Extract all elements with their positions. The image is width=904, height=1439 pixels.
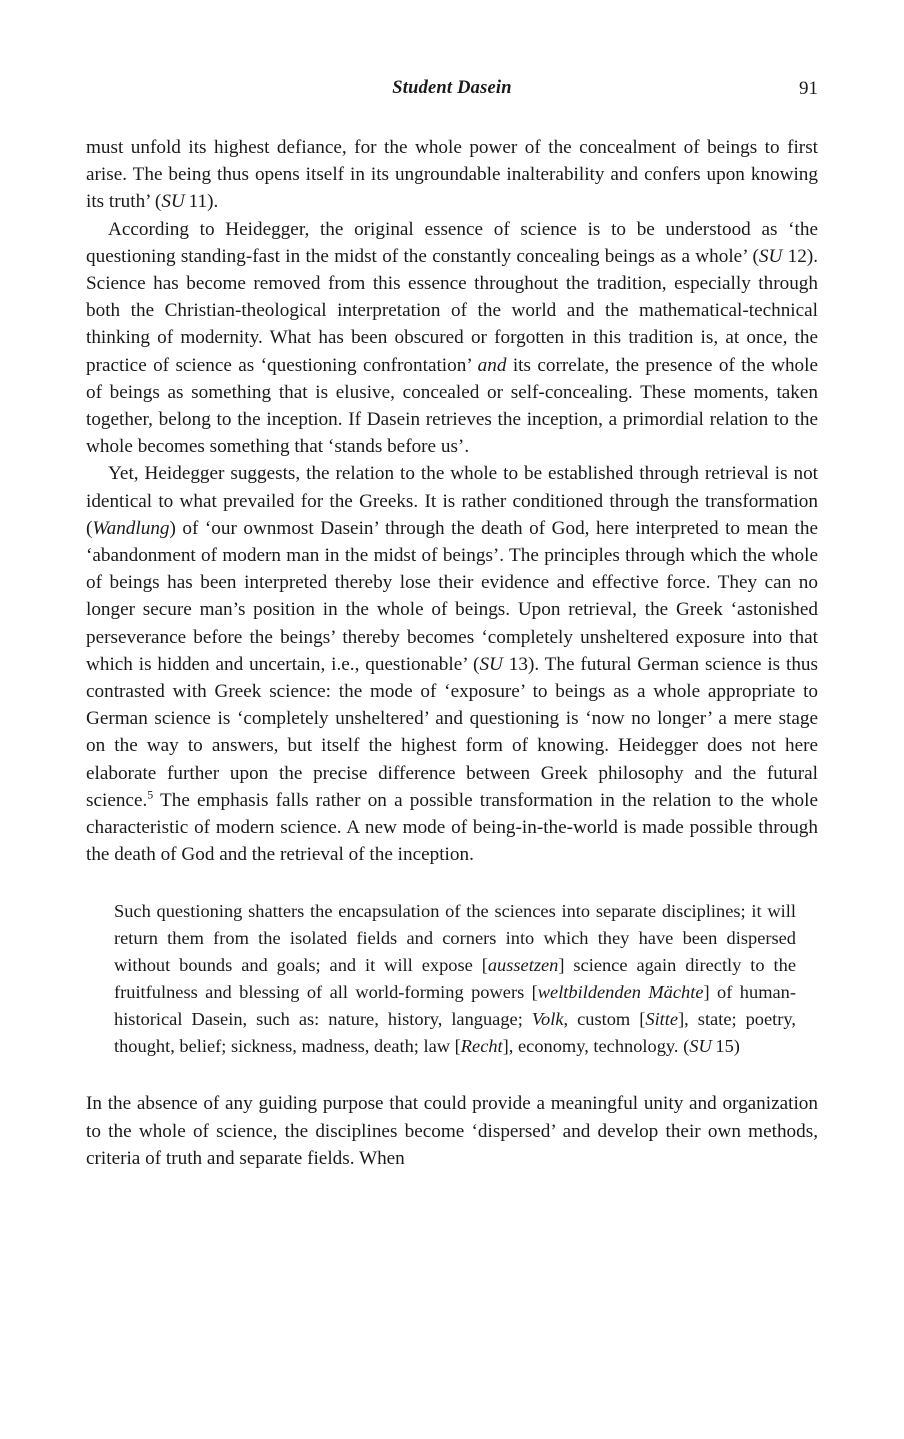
paragraph-2: According to Heidegger, the original essence of science is to be understood as ‘the questioning standing-fast in the midst of the constantly concealing beings as a whole’ (SU 12). Science has become removed from this essence throughout the tradition, especially through both the Christian-theological interpretation of the world and the mathematical-technical thinking of modernity. What has been obscured or forgotten in this tradition is, at once, the practice of science as ‘questioning confrontation’ and its correlate, the presence of the whole of beings as something that is elusive, concealed or self-concealing. These moments, taken together, belong to the inception. If Dasein retrieves the inception, a primordial relation to the whole becomes something that ‘stands before us’. (86, 218, 819, 458)
paragraph-4: In the absence of any guiding purpose that could provide a meaningful unity and organization to the whole of science, the disciplines become ‘dispersed’ and develop their own methods, criteria of truth and separate fields. When (86, 1093, 818, 1169)
page-number: 91 (799, 78, 818, 99)
running-head (86, 78, 818, 108)
paragraph-3: Yet, Heidegger suggests, the relation to the whole to be established through retrieval is not identical to what prevailed for the Greeks. It is rather conditioned through the transformation (Wandlung) of ‘our ownmost Dasein’ through the death of God, here interpreted to mean the ‘abandonment of modern man in the midst of beings’. The principles through which the whole of beings has been interpreted thereby lose their evidence and effective force. They can no longer secure man’s position in the whole of beings. Upon retrieval, the Greek ‘astonished perseverance before the beings’ thereby becomes ‘completely unsheltered exposure into that which is hidden and uncertain, i.e., questionable’ (SU 13). The futural German science is thus contrasted with Greek science: the mode of ‘exposure’ to beings as a whole appropriate to German science is ‘completely unsheltered’ and questioning is ‘now no longer’ a mere stage on the way to answers, but itself the highest form of knowing. Heidegger does not here elaborate further upon the precise difference between Greek philosophy and the futural science.$^5$ The emphasis falls rather on a possible transformation in the relation to the whole characteristic of modern science. A new mode of being-in-the-world is made possible through the death of God and the retrieval of the inception. (86, 463, 818, 866)
block-quote-text: Such questioning shatters the encapsulation of the sciences into separate disciplines; it will return them from the isolated fields and corners into which they have been dispersed without bounds and goals; and it will expose [aussetzen] science again directly to the fruitfulness and blessing of all world-forming powers [weltbildenden Mächte] of human-historical Dasein, such as: nature, history, language; Volk, custom [Sitte], state; poetry, thought, belief; sickness, madness, death; law [Recht], economy, technology. (SU 15) (114, 901, 796, 1057)
block-quote (86, 898, 818, 1060)
paragraph-1: must unfold its highest defiance, for the whole power of the concealment of beings to first arise. The being thus opens itself in its ungroundable inalterability and confers upon knowing its truth’ (SU 11). (86, 137, 818, 213)
running-title: Student Dasein (392, 78, 512, 98)
